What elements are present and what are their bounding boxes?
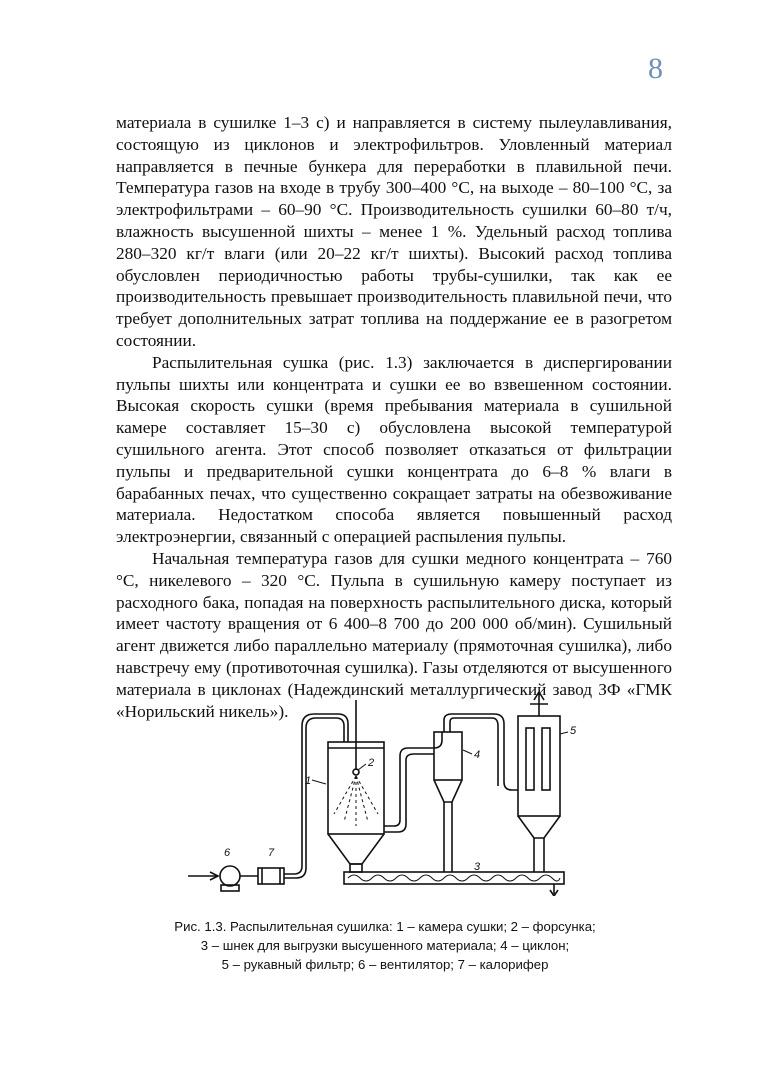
diagram-lines — [188, 692, 568, 896]
label-atomizer: 2 — [368, 757, 375, 769]
screw-conveyor-shape — [344, 872, 564, 884]
figure-caption — [140, 917, 630, 974]
cyclone-shape — [434, 732, 462, 780]
caption-line-3: 5 – рукавный фильтр; 6 – вентилятор; 7 – калорифер — [221, 957, 549, 972]
paragraph-1: материала в сушилке 1–3 с) и направляется в систему пылеулавливания, состоящую из циклонов и электрофильтров. Уловленный материал направляется в печные бункера для переработки в плавильной печи. Температура газов на входе в трубу 300–400 °С, на выходе – 80–100 °С, за электрофильтрами – 60–90 °С. Производительность сушилки 60–80 т/ч, влажность высушенной шихты – менее 1 %. Удельный расход топлива 280–320 кг/т влаги (или 20–22 кг/т шихты). Высокий расход топлива обусловлен периодичностью работы трубы-сушилки, так как ее производительность превышает производительность плавильной печи, что требует дополнительных затрат топлива на поддержание ее в разогретом состоянии. — [116, 113, 672, 350]
label-filter: 5 — [570, 725, 577, 737]
fan-shape — [220, 866, 240, 886]
page-number: 8 — [648, 52, 663, 85]
label-fan: 6 — [224, 847, 231, 859]
label-chamber: 1 — [305, 775, 312, 787]
spray-dryer-diagram — [188, 686, 588, 896]
body-text — [116, 112, 672, 722]
label-cyclone: 4 — [474, 749, 481, 761]
bag-filter-shape — [518, 716, 560, 816]
paragraph-3: Начальная температура газов для сушки медного концентрата – 760 °С, никелевого – 320 °С. Пульпа в сушильную камеру поступает из расходного бака, попадая на поверхность распылительного диска, который имеет частоту вращения от 6 400–8 700 до 200 000 об/мин). Сушильный агент движется либо параллельно материалу (прямоточная сушилка), либо навстречу ему (противоточная сушилка). Газы отделяются от высушенного материала в циклонах (Надеждинский металлургический завод ЗФ «ГМК «Норильский никель»). — [116, 548, 672, 721]
label-screw: 3 — [474, 861, 481, 873]
paragraph-2: Распылительная сушка (рис. 1.3) заключается в диспергировании пульпы шихты или концентрата и сушки ее во взвешенном состоянии. Высокая скорость сушки (время пребывания материала в сушильной камере составляет 15–30 с) обусловлена высокой температурой сушильного агента. Этот способ позволяет отказаться от фильтрации пульпы и предварительной сушки концентрата до 6–8 % влаги в барабанных печах, что существенно сокращает затраты на обезвоживание материала. Недостатком способа является повышенный расход электроэнергии, связанный с операцией распыления пульпы. — [116, 352, 672, 547]
caption-line-2: 3 – шнек для выгрузки высушенного материала; 4 – циклон; — [200, 938, 570, 953]
label-heater: 7 — [268, 847, 275, 859]
caption-line-1: Рис. 1.3. Распылительная сушилка: 1 – камера сушки; 2 – форсунка; — [174, 919, 596, 934]
